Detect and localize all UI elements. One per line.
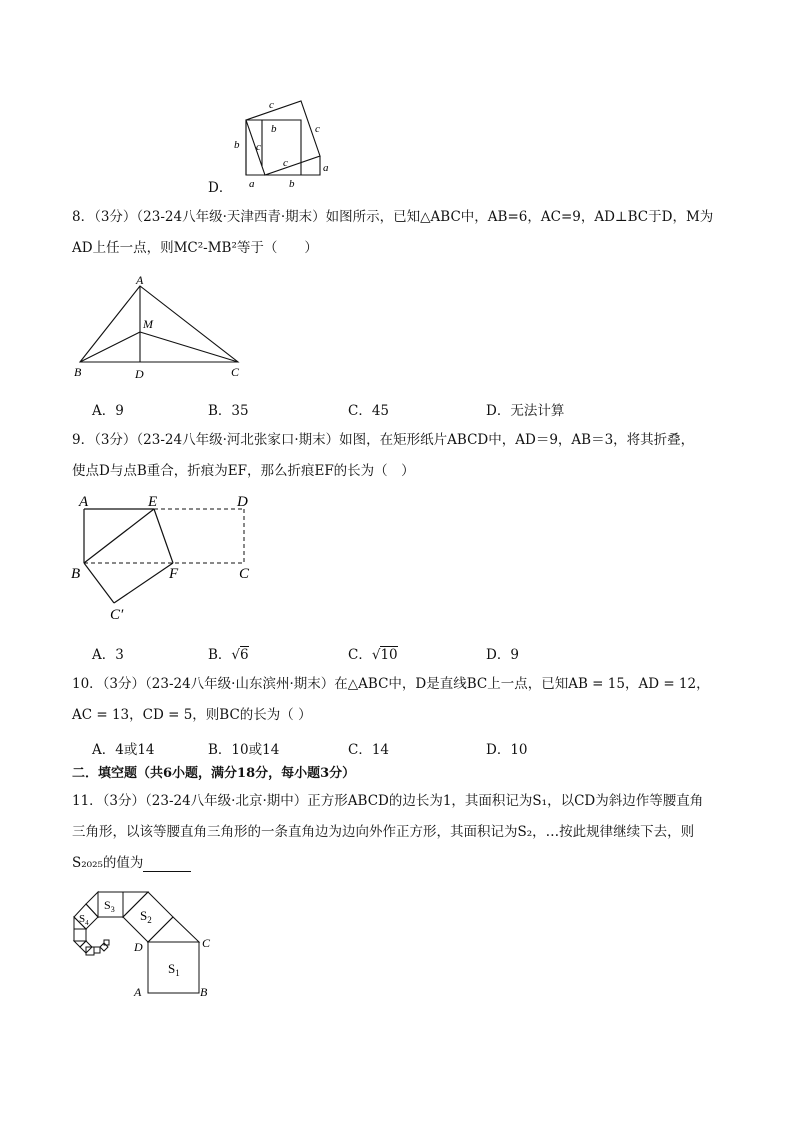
fig-label-b: b [271,123,277,135]
q9-option-a[interactable]: A．3 [92,647,124,663]
q9-option-b-radicand: 6 [240,647,249,663]
q8-option-b[interactable]: B．35 [208,403,249,419]
q9-stem-line2: 使点D与点B重合，折痕为EF，那么折痕EF的长为（ ） [72,463,415,479]
fig-label-C: C [231,365,240,379]
fig-label-D: D [237,494,248,510]
q8-stem-line2: AD上任一点，则MC²-MB²等于（ ） [72,240,318,256]
q8-option-a[interactable]: A．9 [92,403,124,419]
q9-option-c-label: C． [348,647,372,663]
fig-label-C: C [202,936,211,950]
fig-label-B: B [74,365,82,379]
fig-label-M: M [143,317,153,331]
sqrt-symbol: √ [231,647,241,663]
q8-option-c[interactable]: C．45 [348,403,390,419]
fig-label-b: b [289,178,295,190]
q9-stem-line1: 9．（3分）（23-24八年级·河北张家口·期末）如图，在矩形纸片ABCD中，AD＝9，AB＝3，将其折叠， [72,432,695,448]
fig-label-E: E [148,494,158,510]
q9-option-b[interactable] [208,643,249,663]
sqrt-symbol: √ [371,647,381,663]
fig-label-B: B [71,566,81,582]
q11-stem-line1: 11．（3分）（23-24八年级·北京·期中）正方形ABCD的边长为1，其面积记为S₁，以CD为斜边作等腰直角 [72,793,704,809]
fig-label-c: c [256,141,261,153]
fig-label-S2: $S_2$ [140,908,152,925]
q8-triangle-figure [70,272,250,384]
fig-label-c: c [315,123,320,135]
q9-option-c[interactable] [348,643,398,663]
q10-option-a[interactable]: A．4或14 [92,742,155,758]
fig-label-b: b [234,139,240,151]
fig-label-A: A [136,273,144,287]
q9-option-b-label: B． [208,647,232,663]
fig-label-S1: $S_1$ [168,961,180,978]
fig-label-a: a [249,178,255,190]
fig-label-F: F [169,566,179,582]
q11-stem-line3-text: S₂₀₂₅的值为 [72,855,144,871]
fig-label-D: D [135,367,144,381]
q11-spiral-squares-figure [64,882,224,1002]
q7-option-d-figure [228,96,338,191]
answer-blank[interactable] [143,857,191,872]
q10-option-d[interactable]: D．10 [486,742,528,758]
q10-stem-line2: AC = 13，CD = 5，则BC的长为（ ） [72,707,312,723]
q9-option-c-radicand: 10 [380,647,398,663]
fig-label-A: A [134,985,142,999]
fig-label-D: D [134,940,143,954]
q11-stem-line2: 三角形，以该等腰直角三角形的一条直角边为边向外作正方形，其面积记为S₂，…按此规律继续下去，则 [72,824,695,840]
fig-label-c: c [269,99,274,111]
q11-stem-line3 [72,854,191,872]
section-title-fill-in: 二．填空题（共6小题，满分18分，每小题3分） [72,766,356,781]
fig-label-B: B [200,985,208,999]
fig-label-A: A [79,494,89,510]
q9-option-d[interactable]: D．9 [486,647,519,663]
q8-stem-line1: 8．（3分）（23-24八年级·天津西青·期末）如图所示，已知△ABC中，AB=6，AC=9，AD⊥BC于D，M为 [72,209,714,225]
fig-label-S3: $S_3$ [104,898,115,914]
q10-option-b[interactable]: B．10或14 [208,742,280,758]
fig-label-C-prime: C′ [110,607,124,623]
q10-stem-line1: 10．（3分）（23-24八年级·山东滨州·期末）在△ABC中，D是直线BC上一点，已知AB = 15，AD = 12， [72,676,710,692]
fig-label-c: c [283,157,288,169]
fig-label-C: C [239,566,250,582]
q9-rectangle-fold-figure [68,490,268,625]
q7-option-d-label: D． [208,180,233,196]
fig-label-S4: $S_4$ [79,913,89,927]
q10-option-c[interactable]: C．14 [348,742,390,758]
fig-label-a: a [323,162,329,174]
q8-option-d[interactable]: D．无法计算 [486,403,565,419]
